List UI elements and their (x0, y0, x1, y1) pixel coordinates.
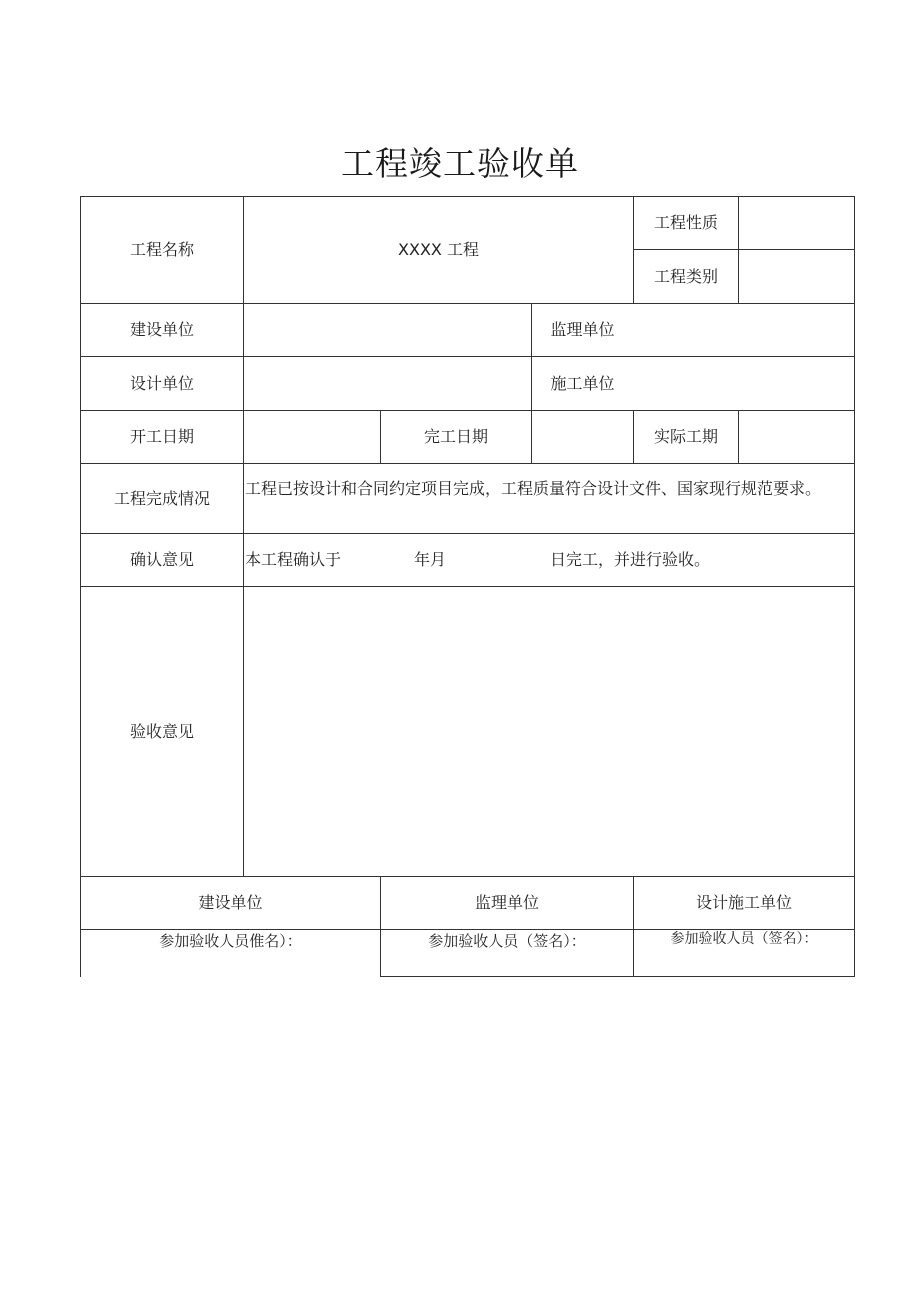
footer-supervision-header: 监理单位 (474, 893, 539, 912)
completion-status-value[interactable]: 工程已按设计和合同约定项目完成，工程质量符合设计文件、国家现行规范要求。 (245, 479, 822, 498)
actual-duration-label: 实际工期 (653, 427, 718, 446)
footer-builder-signature[interactable]: 参加验收人员倠名）： (159, 932, 302, 950)
project-name-value[interactable]: XXXX 工程 (398, 240, 479, 259)
confirmation-month[interactable]: 年月 (414, 550, 447, 569)
footer-design-construction-header: 设计施工单位 (695, 893, 792, 912)
start-date-value[interactable] (244, 411, 380, 463)
design-unit-label: 设计单位 (129, 373, 194, 393)
start-date-label: 开工日期 (129, 427, 194, 446)
table-border-bottom (380, 976, 855, 977)
confirmation-label: 确认意见 (129, 550, 194, 569)
confirmation-prefix: 本工程确认于 (245, 550, 342, 569)
supervision-unit-value[interactable] (634, 304, 854, 356)
builder-unit-value[interactable] (244, 304, 531, 356)
project-nature-label: 工程性质 (653, 213, 718, 232)
construction-unit-label: 施工单位 (550, 373, 615, 393)
footer-supervision-signature[interactable]: 参加验收人员（签名）： (428, 932, 586, 950)
table-border-right (854, 196, 855, 977)
document-title: 工程竣工验收单 (341, 144, 579, 183)
project-category-value[interactable] (739, 250, 854, 303)
acceptance-opinion-value[interactable] (244, 587, 854, 876)
completion-date-label: 完工日期 (423, 427, 488, 446)
actual-duration-value[interactable] (739, 411, 854, 463)
supervision-unit-label: 监理单位 (550, 320, 615, 339)
construction-unit-value[interactable] (634, 357, 854, 410)
footer-builder-header: 建设单位 (198, 893, 263, 912)
builder-unit-label: 建设单位 (129, 320, 194, 339)
footer-design-construction-signature[interactable]: 参加验收人员（签名）： (670, 931, 818, 947)
completion-date-value[interactable] (532, 411, 633, 463)
acceptance-opinion-label: 验收意见 (129, 721, 194, 741)
design-unit-value[interactable] (244, 357, 531, 410)
confirmation-suffix: 日完工，并进行验收。 (550, 550, 711, 569)
project-nature-value[interactable] (739, 197, 854, 249)
completion-status-label: 工程完成情况 (113, 488, 210, 508)
project-name-label: 工程名称 (129, 240, 194, 259)
project-category-label: 工程类别 (653, 266, 718, 286)
